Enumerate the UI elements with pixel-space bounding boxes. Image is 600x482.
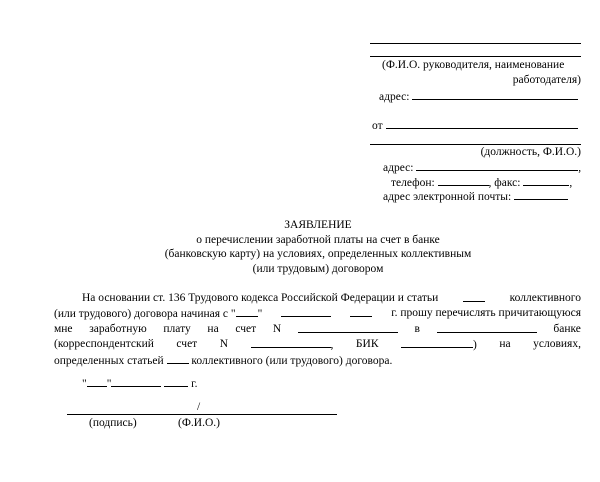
signature-slash: / <box>197 401 201 413</box>
title-line-1: о перечислении заработной платы на счет в банке <box>196 234 440 246</box>
fax-label: , факс: <box>488 177 521 189</box>
from-label: от <box>372 120 383 132</box>
email-blank <box>514 189 568 200</box>
name-caption: (Ф.И.О.) <box>178 417 220 429</box>
position-caption: (должность, Ф.И.О.) <box>480 146 581 158</box>
signature-line <box>67 414 337 415</box>
start-day-blank <box>236 306 258 317</box>
fax-blank <box>523 175 569 186</box>
address-label-2: адрес: <box>383 162 414 174</box>
recipient-line-2 <box>370 56 581 57</box>
address-label: адрес: <box>379 91 410 103</box>
recipient-caption-2: работодателя) <box>512 74 581 86</box>
body-paragraph <box>54 291 581 369</box>
body-line-3: мне заработную плату на счет N в банке <box>54 323 581 335</box>
phone-row: телефон: , факс: , <box>391 177 573 189</box>
corr-account-blank <box>251 337 331 348</box>
address-row <box>379 89 578 103</box>
recipient-line <box>370 43 581 44</box>
contract-article-blank <box>167 353 189 364</box>
phone-blank <box>438 175 489 186</box>
phone-label: телефон: <box>391 177 435 189</box>
address-blank-2 <box>416 160 578 171</box>
email-row <box>383 189 568 203</box>
start-year-blank <box>350 306 372 317</box>
body-line-4: (корреспондентский счет N , БИК ) на условиях, <box>54 338 581 351</box>
bank-name-blank <box>437 322 537 333</box>
start-month-blank <box>281 306 331 317</box>
bik-blank <box>401 337 473 348</box>
body-line-2: (или трудового) договора начиная с " " г. прошу перечислять причитающуюся <box>54 307 581 320</box>
recipient-caption-1: (Ф.И.О. руководителя, наименование <box>382 59 565 71</box>
body-line-1: На основании ст. 136 Трудового кодекса Российской Федерации и статьи коллективного <box>82 292 581 304</box>
title-line-3: (или трудовым) договором <box>252 263 384 275</box>
from-line-2 <box>370 144 581 145</box>
document-title: ЗАЯВЛЕНИЕ <box>284 219 352 231</box>
from-row <box>372 118 578 132</box>
title-line-2: (банковскую карту) на условиях, определенных коллективным <box>164 248 472 260</box>
body-line-5: определенных статьей коллективного (или трудового) договора. <box>54 355 393 367</box>
article-blank <box>463 291 485 302</box>
date-year-blank <box>164 376 188 387</box>
date-month-blank <box>111 376 161 387</box>
account-number-blank <box>298 322 398 333</box>
from-blank <box>386 118 578 129</box>
address-blank <box>412 89 578 100</box>
sign-caption: (подпись) <box>89 417 137 429</box>
email-label: адрес электронной почты: <box>383 191 512 203</box>
date-day-blank <box>87 376 107 387</box>
date-row: " " г. <box>82 378 198 390</box>
address-row-2: адрес: , <box>383 162 582 174</box>
